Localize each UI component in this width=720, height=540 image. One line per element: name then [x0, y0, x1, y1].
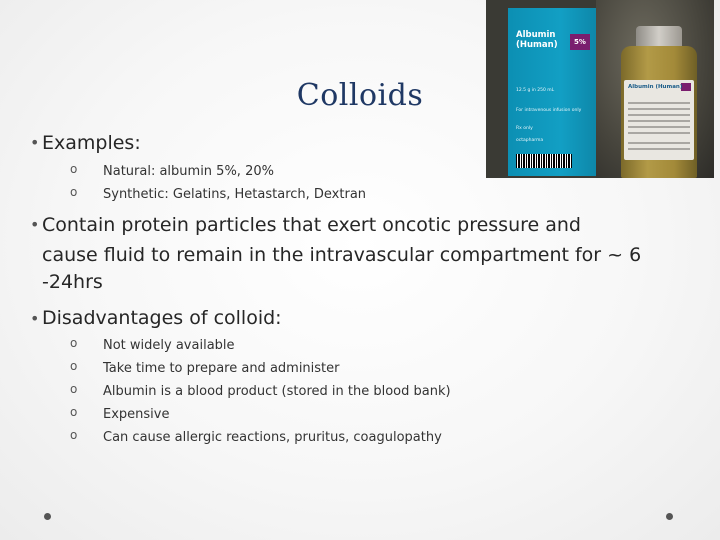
sub-bullet-icon: o: [70, 382, 78, 396]
bullet-disadvantages: Disadvantages of colloid:: [42, 307, 282, 329]
bullet-protein-line-3: -24hrs: [42, 271, 103, 293]
bottle-label: [624, 80, 694, 160]
label-text-line: [628, 102, 690, 104]
sub-item-blood-product: Albumin is a blood product (stored in the blood bank): [103, 384, 451, 399]
corner-dot-left: [44, 513, 51, 520]
bullet-protein-line-2: cause fluid to remain in the intravascular compartment for ~ 6: [42, 244, 642, 266]
box-brand: octapharma: [516, 138, 544, 143]
box-concentration-badge: 5%: [570, 34, 590, 50]
bullet-icon: •: [30, 133, 40, 152]
corner-dot-right: [666, 513, 673, 520]
box-infusion-note: For intravenous infusion only: [516, 108, 582, 113]
slide-title: Colloids: [296, 78, 424, 113]
sub-item-expensive: Expensive: [103, 407, 170, 422]
label-text-line: [628, 114, 690, 116]
label-text-line: [628, 148, 690, 150]
sub-item-allergic: Can cause allergic reactions, pruritus, coagulopathy: [103, 430, 442, 445]
sub-item-availability: Not widely available: [103, 338, 235, 353]
albumin-box: [508, 8, 598, 176]
bullet-icon: •: [30, 309, 40, 328]
bullet-icon: •: [30, 215, 40, 234]
barcode: [516, 154, 572, 168]
box-volume: 12.5 g in 250 mL: [516, 88, 555, 93]
sub-item-prep-time: Take time to prepare and administer: [103, 361, 340, 376]
bottle-badge: [681, 83, 691, 91]
albumin-product-photo: [486, 0, 714, 178]
sub-item-natural: Natural: albumin 5%, 20%: [103, 164, 274, 179]
sub-item-synthetic: Synthetic: Gelatins, Hetastarch, Dextran: [103, 187, 367, 202]
bullet-protein-line-1: Contain protein particles that exert oncotic pressure and: [42, 214, 581, 236]
label-text-line: [628, 120, 690, 122]
bottle-product-name: Albumin (Human): [628, 84, 683, 90]
box-product-name: Albumin (Human): [516, 30, 558, 50]
label-text-line: [628, 142, 690, 144]
sub-bullet-icon: o: [70, 336, 78, 350]
sub-bullet-icon: o: [70, 359, 78, 373]
box-rx: Rx only: [516, 126, 533, 131]
sub-bullet-icon: o: [70, 185, 78, 199]
bullet-examples: Examples:: [42, 132, 141, 154]
label-text-line: [628, 108, 690, 110]
sub-bullet-icon: o: [70, 162, 78, 176]
label-text-line: [628, 132, 690, 134]
sub-bullet-icon: o: [70, 428, 78, 442]
sub-bullet-icon: o: [70, 405, 78, 419]
label-text-line: [628, 126, 690, 128]
